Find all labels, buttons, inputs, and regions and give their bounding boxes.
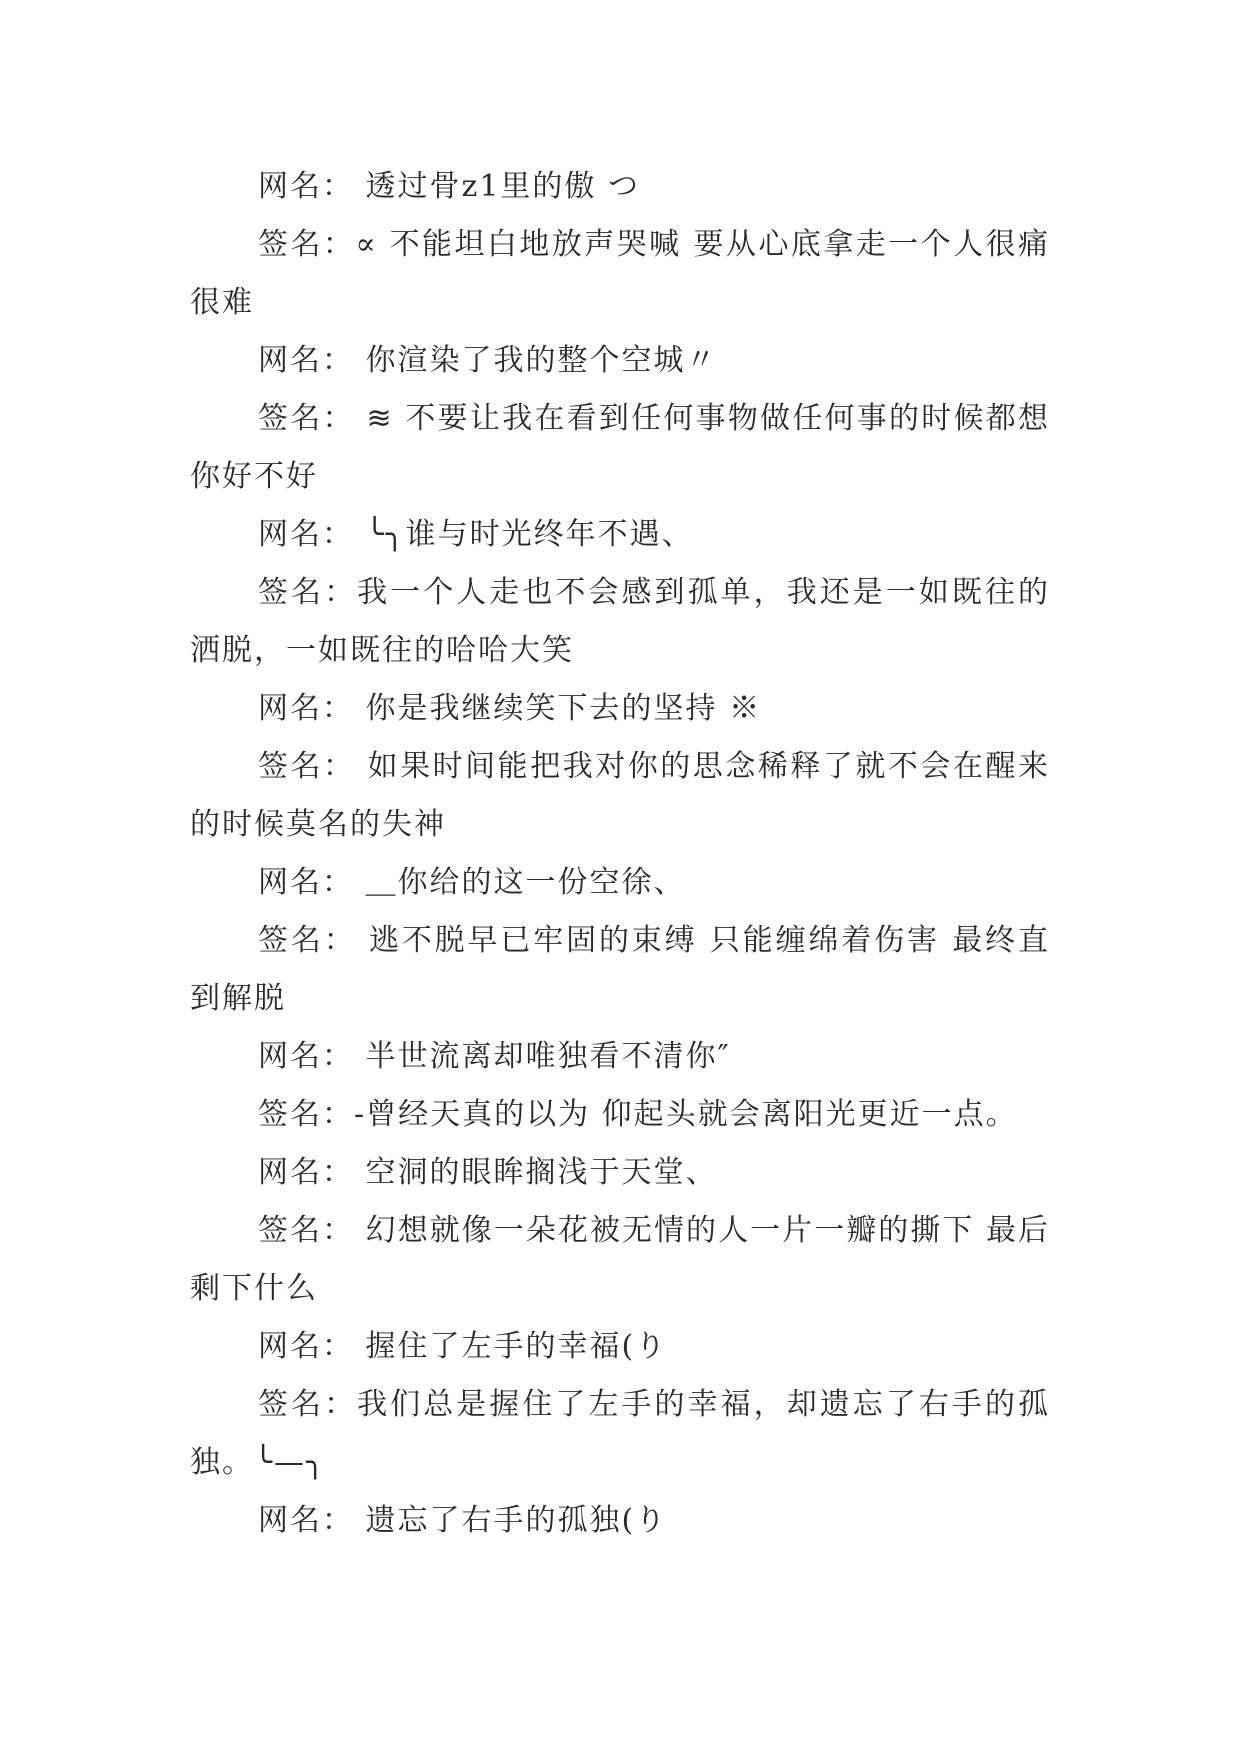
paragraph-netname-2: 网名： 你渲染了我的整个空城〃 bbox=[258, 343, 718, 378]
paragraph-netname-4: 网名： 你是我继续笑下去的坚持 ※ bbox=[258, 691, 762, 726]
paragraph-netname-7: 网名： 空洞的眼眸搁浅于天堂、 bbox=[258, 1155, 718, 1190]
paragraph-signature-5: 签名： 逃不脱早已牢固的束缚 只能缠绵着伤害 最终直到解脱 bbox=[190, 923, 1050, 1016]
paragraph-netname-3: 网名： ╰╮谁与时光终年不遇、 bbox=[258, 517, 694, 552]
paragraph-netname-8: 网名： 握住了左手的幸福(り bbox=[258, 1329, 668, 1364]
paragraph-signature-7: 签名： 幻想就像一朵花被无情的人一片一瓣的撕下 最后剩下什么 bbox=[190, 1213, 1050, 1306]
paragraph-signature-2: 签名： ≋ 不要让我在看到任何事物做任何事的时候都想你好不好 bbox=[190, 401, 1050, 494]
paragraph-netname-6: 网名： 半世流离却唯独看不清你″ bbox=[258, 1039, 731, 1074]
paragraph-netname-1: 网名： 透过骨z1里的傲 つ bbox=[258, 169, 640, 204]
paragraph-signature-6: 签名：-曾经天真的以为 仰起头就会离阳光更近一点。 bbox=[258, 1097, 1018, 1132]
paragraph-signature-3: 签名：我一个人走也不会感到孤单，我还是一如既往的洒脱，一如既往的哈哈大笑 bbox=[190, 575, 1050, 668]
paragraph-signature-8: 签名：我们总是握住了左手的幸福，却遗忘了右手的孤独。╰—╮ bbox=[190, 1387, 1050, 1480]
paragraph-signature-4: 签名： 如果时间能把我对你的思念稀释了就不会在醒来的时候莫名的失神 bbox=[190, 749, 1050, 842]
paragraph-netname-9: 网名： 遗忘了右手的孤独(り bbox=[258, 1503, 668, 1538]
paragraph-signature-1: 签名：∝ 不能坦白地放声哭喊 要从心底拿走一个人很痛很难 bbox=[190, 227, 1050, 320]
paragraph-netname-5: 网名： ＿你给的这一份空徐、 bbox=[258, 865, 686, 900]
document-body bbox=[190, 158, 1050, 1550]
